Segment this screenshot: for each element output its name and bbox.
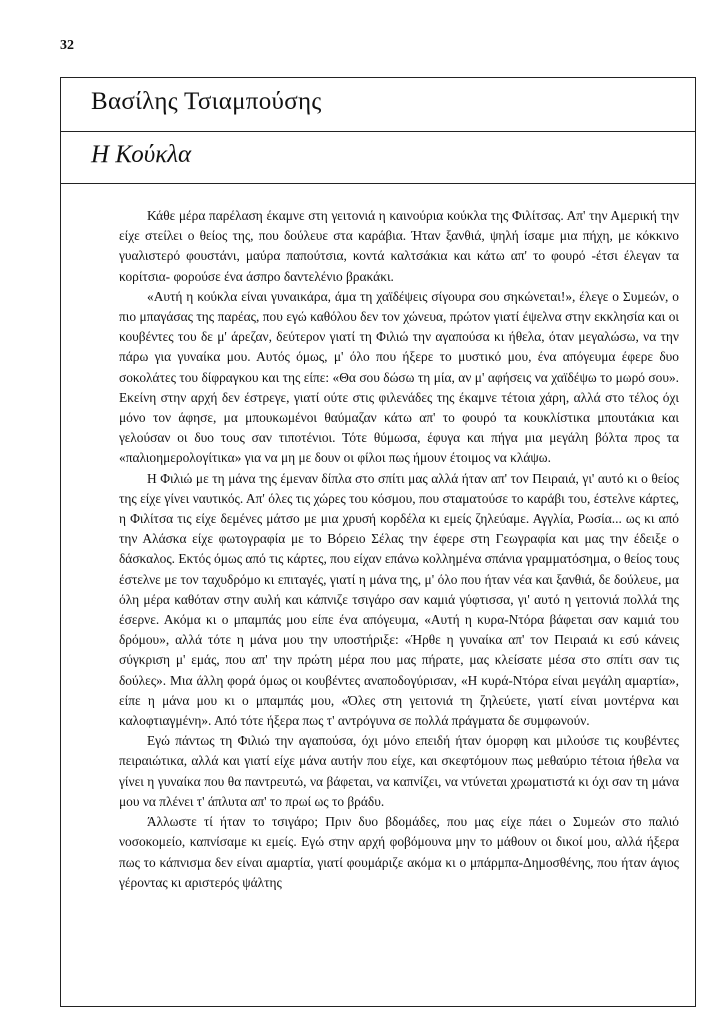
paragraph: «Αυτή η κούκλα είναι γυναικάρα, άμα τη χαϊδέψεις σίγουρα σου σηκώνεται!», έλεγε ο Συμεών, ο πιο μπαγάσας της παρέας, που εγώ καθόλου δεν τον χώνευα, πρώτον γιατί έψελνα στην εκκλησία και οι κουβέντες του δε μ' άρεζαν, δεύτερον γιατί τη Φιλιώ την αγαπούσα κι ήθελα, όταν μεγαλώσω, να την πάρω για γυναίκα μου. Αυτός όμως, μ' όλο που ήξερε το μυστικό μου, ένα απόγευμα έφερε δυο σοκολάτες του δίφραγκου και της είπε: «Θα σου δώσω τη μία, αν μ' αφήσεις να χαϊδέψω το μωρό σου». Εκείνη στην αρχή δεν έστρεγε, γιατί ούτε στις φιλενάδες της έκαμνε τέτοια χάρη, αλλά στο τέλος όχι μόνο τον άφησε, μα μπουκωμένοι θαύμαζαν κάτω απ' το φουρό τα κουκλίστικα μπουτάκια και γελούσαν οι δυο τους σαν τιποτένιοι. Τότε θύμωσα, έφυγα και πήγα μια μεγάλη βόλτα προς τα «παλιοημερολογίτικα» για να μη με δουν οι φίλοι πως ήμουν έτοιμος να κλάψω. [119,288,679,466]
paragraph: Κάθε μέρα παρέλαση έκαμνε στη γειτονιά η καινούρια κούκλα της Φιλίτσας. Απ' την Αμερική την είχε στείλει ο θείος της, που δούλευε στα καράβια. Ήταν ξανθιά, ψηλή ίσαμε μια πήχη, με κόκκινο γυαλιστερό φουστάνι, μαύρα παπούτσια, κοντά καλτσάκια και κάτω απ' το φουρό -έτσι έλεγαν τα κορίτσια- φορούσε ένα άσπρο δαντελένιο βρακάκι. [119,208,679,284]
page-number: 32 [60,38,74,53]
paragraph: Η Φιλιώ με τη μάνα της έμεναν δίπλα στο σπίτι μας αλλά ήταν απ' τον Πειραιά, γι' αυτό κι ο θείος της είχε γίνει ναυτικός. Απ' όλες τις χώρες του κόσμου, που σταματούσε το καράβι του, έστελνε κάρτες, η Φιλίτσα τις είχε δεμένες μάτσο με μια χρυσή κορδέλα κι εμείς ζηλεύαμε. Αγγλία, Ρωσία... ως κι από την Αλάσκα είχε φωτογραφία με το Βόρειο Σέλας την έφερε στη Γεωγραφία και μας την έδειξε ο δάσκαλος. Εκτός όμως από τις κάρτες, που είχαν επάνω κολλημένα σπάνια γραμματόσημα, ο θείος τους έστελνε με τον ταχυδρόμο κι επιταγές, γιατί η μάνα της, μ' όλο που ήταν νέα και ξανθιά, δε δούλευε, μα όλη μέρα καθόταν στην αυλή και κάπνιζε τσιγάρο σαν καμιά γύφτισσα, γι' αυτό η γειτονιά πολλά της έσερνε. Ακόμα κι ο μπαμπάς μου είπε ένα απόγευμα, «Αυτή η κυρα-Ντόρα βάφεται σαν καμιά του δρόμου», αλλά τότε η μάνα μου την υποστήριξε: «Ήρθε η γυναίκα απ' τον Πειραιά κι εσύ κάνεις σύγκριση μ' εμάς, που απ' την πρώτη μέρα που μας πήρατε, μας κλείσατε μέσα στο σπίτι σαν τις δούλες». Μια άλλη φορά όμως οι κουβέντες αναποδογύρισαν, «Η κυρά-Ντόρα είναι μεγάλη αμαρτία», είπε η μάνα μου κι ο μπαμπάς μου, «Όλες στη γειτονιά τη ζηλεύετε, γιατί είναι μοντέρνα και καλοφτιαγμένη». Από τότε ήξερα πως τ' αντρόγυνα σε πολλά πράγματα δε συμφωνούν. [119,470,679,729]
paragraph: Άλλωστε τί ήταν το τσιγάρο; Πριν δυο βδομάδες, που μας είχε πάει ο Συμεών στο παλιό νοσοκομείο, καπνίσαμε κι εμείς. Εγώ στην αρχή φοβόμουνα μην το μάθουν οι δικοί μου, αλλά ήξερα πως το κάπνισμα δεν είναι αμαρτία, γιατί φουμάριζε ακόμα κι ο μπάρμπα-Δημοσθένης, που ήταν άγιος γέροντας κι αριστερός ψάλτης [119,814,679,890]
paragraph: Εγώ πάντως τη Φιλιώ την αγαπούσα, όχι μόνο επειδή ήταν όμορφη και μιλούσε τις κουβέντες πειραιώτικα, αλλά και γιατί είχε μάνα αυτήν που είχε, και σκεφτόμουν πως μεθαύριο τέτοια ήθελα να γίνει η γυναίκα που θα παντρευτώ, να βάφεται, να καπνίζει, να ντύνεται χρωματιστά κι όχι σαν τη μάνα μου να πλένει τ' άπλυτα απ' το πρωί ως το βράδυ. [119,733,679,809]
title-row [61,132,695,184]
author-name: Βασίλης Τσιαμπούσης [91,88,322,115]
story-title: Η Κούκλα [91,141,192,168]
story-body [119,206,679,893]
author-row [61,78,695,132]
story-frame [60,77,696,1007]
